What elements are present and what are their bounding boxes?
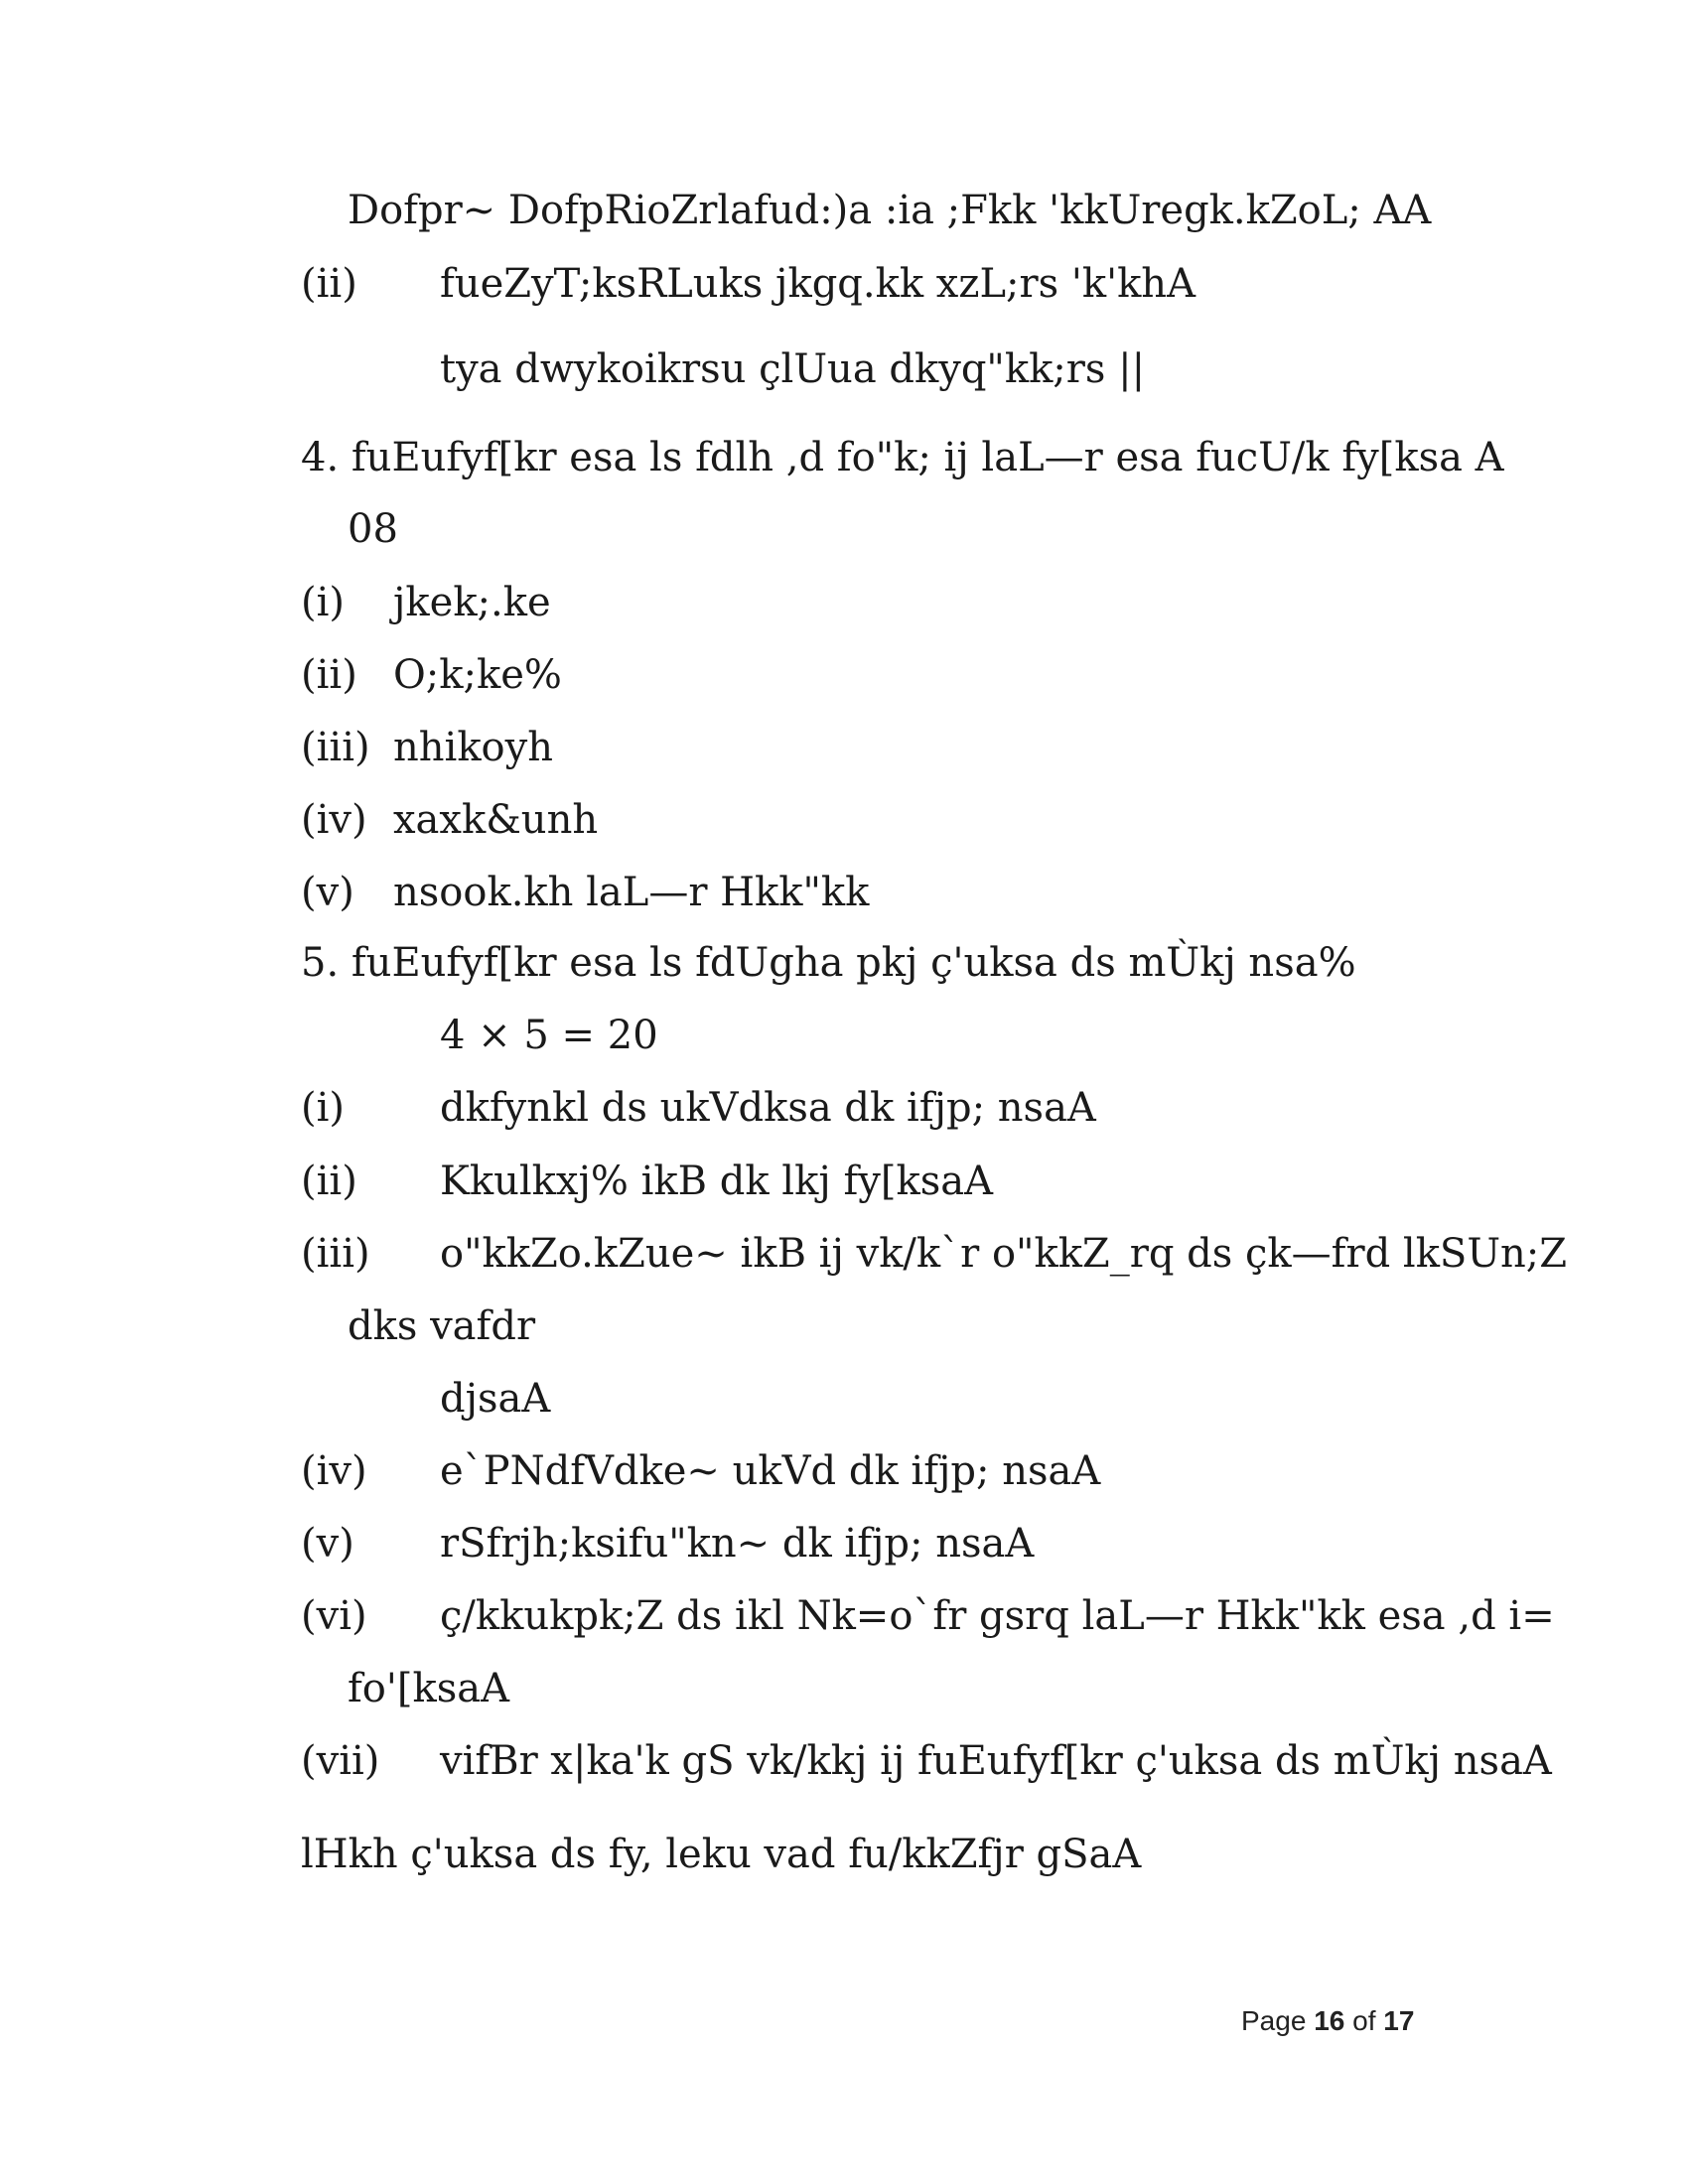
page-total: 17 xyxy=(1383,2005,1415,2036)
item-label: (vii) xyxy=(301,1738,380,1784)
page-current: 16 xyxy=(1314,2005,1345,2036)
question-4-marks: 08 xyxy=(348,506,398,552)
item-label: (iv) xyxy=(301,1448,367,1494)
list-item: ç/kkukpk;Z ds ikl Nk=o`fr gsrq laL—r Hkk"kk esa ,d i= xyxy=(440,1593,1555,1639)
list-item: dkfynkl ds ukVdksa dk ifjp; nsaA xyxy=(440,1085,1096,1131)
list-item: rSfrjh;ksifu"kn~ dk ifjp; nsaA xyxy=(440,1521,1035,1567)
item-label: (iii) xyxy=(301,1231,370,1277)
page-of: of xyxy=(1352,2005,1376,2036)
list-item-continued: djsaA xyxy=(440,1376,551,1422)
closing-note: lHkh ç'uksa ds fy, leku vad fu/kkZfjr gSaA xyxy=(301,1832,1142,1877)
text-line: fueZyT;ksRLuks jkgq.kk xzL;rs 'k'khA xyxy=(440,261,1196,307)
list-item-continued: dks vafdr xyxy=(348,1303,536,1349)
page-number xyxy=(1241,2005,1414,2037)
list-item: jkek;.ke xyxy=(393,580,551,625)
list-item: nsook.kh laL—r Hkk"kk xyxy=(393,870,870,915)
text-line: Dofpr~ DofpRioZrlafud:)a :ia ;Fkk 'kkUregk.kZoL; AA xyxy=(348,188,1432,233)
item-label: (ii) xyxy=(301,261,357,307)
list-item: Kkulkxj% ikB dk lkj fy[ksaA xyxy=(440,1159,993,1204)
list-item: vifBr x|ka'k gS vk/kkj ij fuEufyf[kr ç'uksa ds mÙkj nsaA xyxy=(440,1738,1552,1784)
page-prefix: Page xyxy=(1241,2005,1307,2036)
item-label: (iv) xyxy=(301,797,367,843)
question-5: 5. fuEufyf[kr esa ls fdUgha pkj ç'uksa ds mÙkj nsa% xyxy=(301,940,1356,986)
question-5-marks: 4 × 5 = 20 xyxy=(440,1013,658,1058)
question-4: 4. fuEufyf[kr esa ls fdlh ,d fo"k; ij laL—r esa fucU/k fy[ksa A xyxy=(301,435,1504,480)
item-label: (ii) xyxy=(301,652,357,698)
item-label: (v) xyxy=(301,1521,354,1567)
list-item: xaxk&unh xyxy=(393,797,599,843)
list-item: O;k;ke% xyxy=(393,652,562,698)
item-label: (iii) xyxy=(301,725,370,770)
text-line: tya dwykoikrsu çlUua dkyq"kk;rs || xyxy=(440,346,1146,392)
list-item: e`PNdfVdke~ ukVd dk ifjp; nsaA xyxy=(440,1448,1101,1494)
item-label: (v) xyxy=(301,870,354,915)
list-item-continued: fo'[ksaA xyxy=(348,1666,509,1711)
list-item: o"kkZo.kZue~ ikB ij vk/k`r o"kkZ_rq ds çk—frd lkSUn;Z xyxy=(440,1231,1568,1277)
item-label: (i) xyxy=(301,580,346,625)
list-item: nhikoyh xyxy=(393,725,553,770)
item-label: (i) xyxy=(301,1085,346,1131)
item-label: (ii) xyxy=(301,1159,357,1204)
item-label: (vi) xyxy=(301,1593,367,1639)
